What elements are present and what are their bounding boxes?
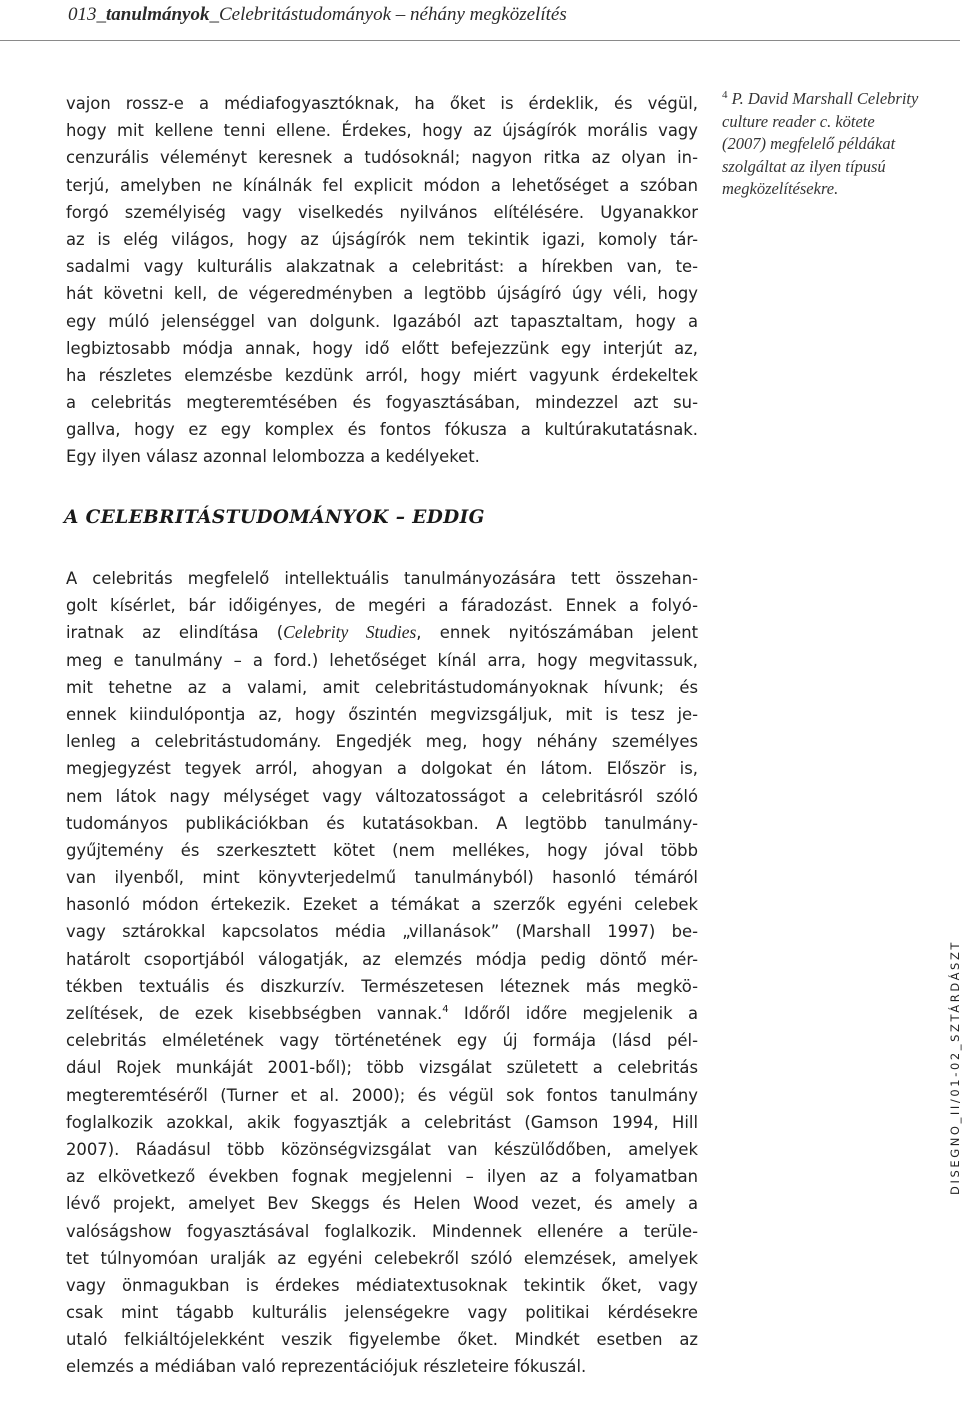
text-line: utaló felkiáltójelekként veszik figyelembe őket. Mindkét esetben az — [66, 1330, 698, 1350]
running-head-title: _Celebritástudományok – néhány megközelítés — [209, 4, 567, 25]
text-line: lenleg a celebritástudomány. Engedjék meg, hogy néhány személyes — [66, 732, 698, 752]
text-line: cenzurális véleményt keresnek a tudósoknál; nagyon ritka az olyan in- — [66, 148, 698, 168]
text-line: valóságshow fogyasztásával foglalkozik. Mindennek ellenére a terüle- — [66, 1221, 698, 1241]
text-line: tet túlnyomóan uralják az egyéni celebekről szóló elemzések, amelyek — [66, 1248, 698, 1268]
text-line: megjegyzést tegyek arról, ahogyan a dolgokat én látom. Először is, — [66, 759, 698, 779]
body-paragraph-2 — [66, 565, 698, 1381]
sidenote-line: (2007) megfelelő példákat — [722, 134, 896, 153]
text-fragment: Időről időre megjelenik a — [448, 1004, 698, 1023]
text-line: a celebritás megteremtésében és fogyasztásában, mindezzel azt su- — [66, 393, 698, 413]
text-line: ennek kiindulópontja az, hogy őszintén megvizsgáljuk, mit is tesz je- — [66, 704, 698, 724]
footnote-ref[interactable]: 4 — [442, 1004, 449, 1015]
journal-title: Celebrity Studies — [283, 622, 417, 643]
vertical-journal-label: DISEGNO_II/01-02_SZTÁRDÁSZT — [948, 939, 962, 1195]
text-line: dául Rojek munkáját 2001-ből); több vizsgálat született a celebritás — [66, 1058, 698, 1078]
text-line — [66, 619, 698, 646]
text-line: az elkövetkező években fognak megjelenni – ilyen az a folyamatban — [66, 1167, 698, 1187]
text-fragment: zelítések, de ezek kisebbségben vannak. — [66, 1004, 443, 1023]
sidenote-line: megközelítésekre. — [722, 179, 839, 198]
text-line — [66, 1000, 698, 1027]
text-line: elemzés a médiában való reprezentációjuk részleteire fókuszál. — [66, 1357, 587, 1377]
running-head-section: tanulmányok — [106, 4, 210, 25]
text-line: vagy önmagukban is érdekes médiatextusoknak tekintik őket, vagy — [66, 1275, 698, 1295]
sidenote-number: 4 — [722, 89, 728, 101]
section-heading: A CELEBRITÁSTUDOMÁNYOK – EDDIG — [64, 507, 485, 528]
sidenote-text: P. David Marshall Celebrity — [727, 89, 919, 108]
text-line: vajon rossz-e a médiafogyasztóknak, ha őket is érdeklik, és végül, — [66, 94, 698, 113]
text-line: egy múló jelenséggel van dolgunk. Igazából azt tapasztaltam, hogy a — [66, 311, 698, 331]
sidenote-line: culture reader c. kötete — [722, 111, 875, 131]
text-line: tudományos publikációkban és kutatásokban. A legtöbb tanulmány- — [66, 813, 698, 833]
text-fragment: , ennek nyitószámában jelent — [416, 623, 699, 643]
text-line: forgó személyiség vagy viselkedés nyilvános elítélésére. Ugyanakkor — [66, 202, 698, 222]
text-line: hasonló módon értekezik. Ezeket a témákat a szerzők egyéni celebek — [66, 895, 698, 915]
text-line: vagy sztárokkal kapcsolatos média „villanások” (Marshall 1997) be- — [66, 922, 698, 942]
text-line: nem látok nagy mélységet vagy változatosságot a celebritásról szóló — [66, 786, 698, 806]
text-line: Egy ilyen válasz azonnal lelombozza a kedélyeket. — [66, 447, 480, 467]
text-fragment: iratnak az elindítása ( — [66, 623, 284, 643]
text-line: legbiztosabb módja annak, hogy idő előtt befejezzünk egy interjút az, — [66, 338, 698, 358]
text-line: meg e tanulmány – a ford.) lehetőséget kínál arra, hogy megvitassuk, — [66, 650, 698, 670]
sidenote — [722, 88, 962, 201]
body-paragraph-1 — [66, 90, 698, 471]
text-line: golt kísérlet, bár időigényes, de megéri a fáradozást. Ennek a folyó- — [66, 596, 698, 616]
text-line: tékben textuális és diszkurzív. Természetesen léteznek más megkö- — [66, 976, 698, 996]
text-line: hogy mit kellene tenni ellene. Érdekes, hogy az újságírók morális vagy — [66, 121, 698, 141]
header-rule — [0, 40, 960, 41]
sidenote-line: szolgáltat az ilyen típusú — [722, 156, 886, 176]
text-line: megteremtéséről (Turner et al. 2000); és végül sok fontos tanulmány — [66, 1085, 698, 1105]
text-line: mit tehetne az a valami, amit celebritástudományoknak hívunk; és — [66, 677, 698, 697]
text-line: 2007). Ráadásul több közönségvizsgálat van készülődőben, amelyek — [66, 1139, 698, 1159]
text-line: lévő projekt, amelyet Bev Skeggs és Helen Wood vezet, és amely a — [66, 1194, 698, 1214]
running-head-prefix: 013_ — [68, 4, 106, 25]
text-line: hát követni kell, de végeredményben a legtöbb újságíró úgy véli, hogy — [66, 284, 698, 304]
text-line: gyűjtemény és szerkesztett kötet (nem mellékes, hogy jóval több — [66, 840, 698, 860]
text-line: ha részletes elemzésbe kezdünk arról, hogy miért vagyunk érdekeltek — [66, 365, 698, 385]
text-line: sadalmi vagy kulturális alakzatnak a celebritást: a hírekben van, te- — [66, 257, 698, 277]
text-line: csak mint tágabb kulturális jelenségekre vagy politikai kérdésekre — [66, 1303, 698, 1323]
text-line: A celebritás megfelelő intellektuális tanulmányozására tett összehan- — [66, 569, 698, 588]
running-head — [68, 2, 708, 28]
text-line: van ilyenből, mint könyvterjedelmű tanulmányból) hasonló témáról — [66, 868, 698, 888]
text-line: terjú, amelyben ne kínálnák fel explicit módon a lehetőséget a szóban — [66, 175, 698, 195]
sidenote-line — [722, 88, 962, 111]
text-line: celebritás elméletének vagy történetének egy új formája (lásd pél- — [66, 1031, 698, 1051]
text-line: foglalkozik azokkal, akik fogyasztják a celebritást (Gamson 1994, Hill — [66, 1112, 698, 1132]
text-line: határolt csoportjából válogatják, az elemzés módja pedig döntő mér- — [66, 949, 698, 969]
text-line: gallva, hogy ez egy komplex és fontos fókusza a kultúrakutatásnak. — [66, 420, 698, 440]
text-line: az is elég világos, hogy az újságírók nem tekintik igazi, komoly tár- — [66, 229, 698, 249]
